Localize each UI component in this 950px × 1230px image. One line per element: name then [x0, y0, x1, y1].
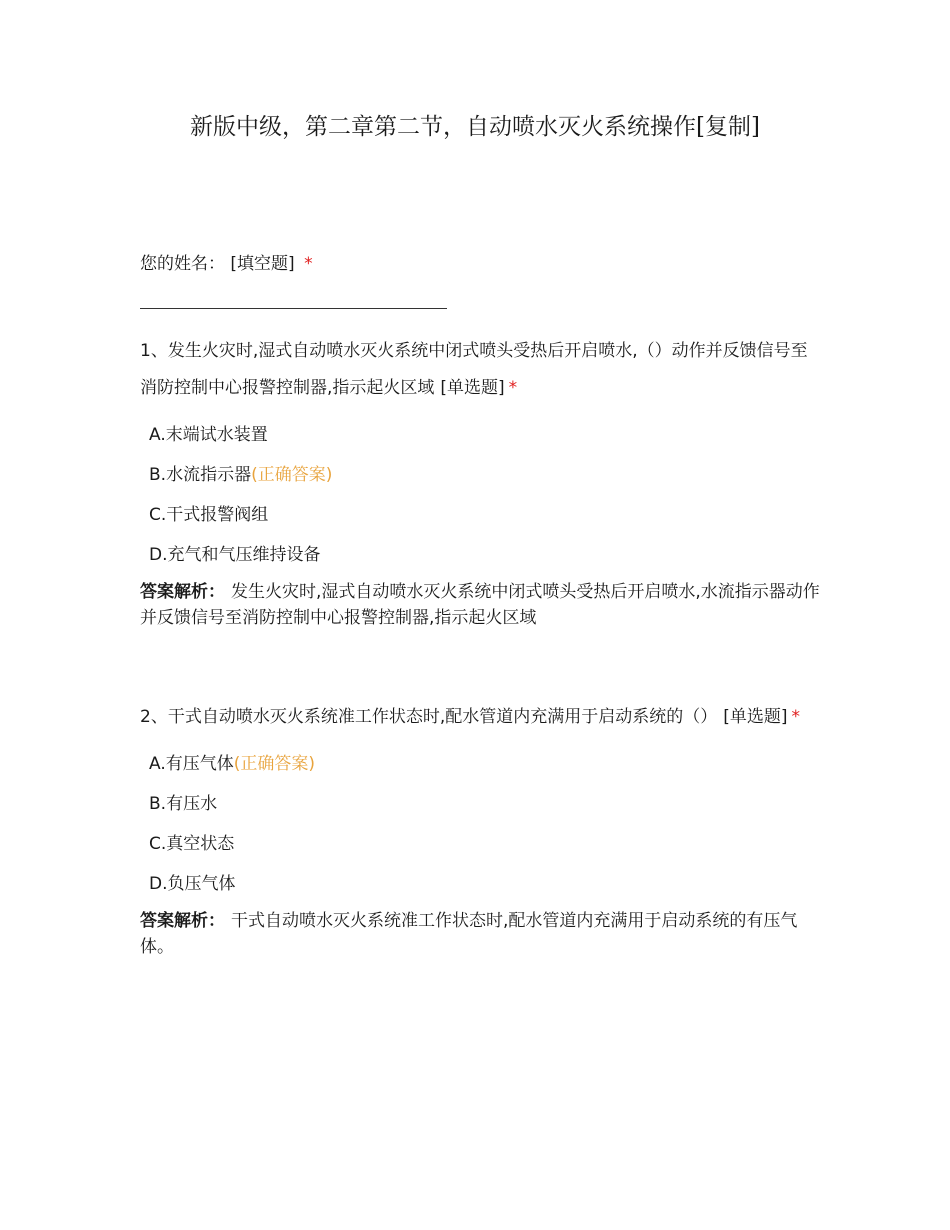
- question-1-stem: 1、发生火灾时,湿式自动喷水灭火系统中闭式喷头受热后开启喷水,（）动作并反馈信号至消防控制中心报警控制器,指示起火区域: [140, 341, 808, 398]
- name-question: [140, 250, 820, 278]
- required-mark: *: [508, 378, 518, 398]
- option-label: C.干式报警阀组: [149, 505, 269, 525]
- option-1b[interactable]: [149, 455, 820, 495]
- option-1a[interactable]: [149, 415, 820, 455]
- option-2d[interactable]: [149, 864, 820, 904]
- required-mark: *: [791, 707, 800, 727]
- question-2: [140, 699, 820, 960]
- question-2-type: [单选题]: [723, 707, 788, 727]
- option-label: B.有压水: [149, 794, 218, 814]
- question-1-analysis: [140, 579, 820, 631]
- question-1-text: [140, 333, 820, 407]
- option-label: D.充气和气压维持设备: [149, 545, 321, 565]
- question-1-type: [单选题]: [440, 378, 505, 398]
- analysis-label: 答案解析：: [140, 582, 225, 602]
- option-label: C.真空状态: [149, 834, 235, 854]
- correct-tag: (正确答案): [233, 754, 315, 774]
- option-label: A.有压气体: [149, 754, 234, 774]
- option-2b[interactable]: [149, 784, 820, 824]
- question-1-options: [140, 415, 820, 575]
- required-mark: *: [304, 254, 313, 274]
- analysis-label: 答案解析：: [140, 911, 225, 931]
- name-question-type: [填空题]: [230, 254, 295, 274]
- name-input-line[interactable]: [140, 308, 447, 309]
- correct-tag: (正确答案): [251, 465, 333, 485]
- analysis-text: 干式自动喷水灭火系统准工作状态时,配水管道内充满用于启动系统的有压气体。: [140, 911, 798, 957]
- option-label: A.末端试水装置: [149, 425, 268, 445]
- option-1d[interactable]: [149, 535, 820, 575]
- option-2c[interactable]: [149, 824, 820, 864]
- option-label: D.负压气体: [149, 874, 236, 894]
- option-1c[interactable]: [149, 495, 820, 535]
- question-2-text: [140, 699, 820, 736]
- option-label: B.水流指示器: [149, 465, 252, 485]
- question-1: [140, 333, 820, 631]
- name-question-label: 您的姓名：: [140, 254, 225, 274]
- question-2-analysis: [140, 908, 820, 960]
- page-title: 新版中级，第二章第二节，自动喷水灭火系统操作[复制]: [190, 114, 760, 140]
- survey-content: [140, 250, 820, 960]
- option-2a[interactable]: [149, 744, 820, 784]
- question-2-stem: 2、干式自动喷水灭火系统准工作状态时,配水管道内充满用于启动系统的（）: [140, 707, 718, 727]
- analysis-text: 发生火灾时,湿式自动喷水灭火系统中闭式喷头受热后开启喷水,水流指示器动作并反馈信号至消防控制中心报警控制器,指示起火区域: [140, 582, 820, 628]
- question-2-options: [140, 744, 820, 904]
